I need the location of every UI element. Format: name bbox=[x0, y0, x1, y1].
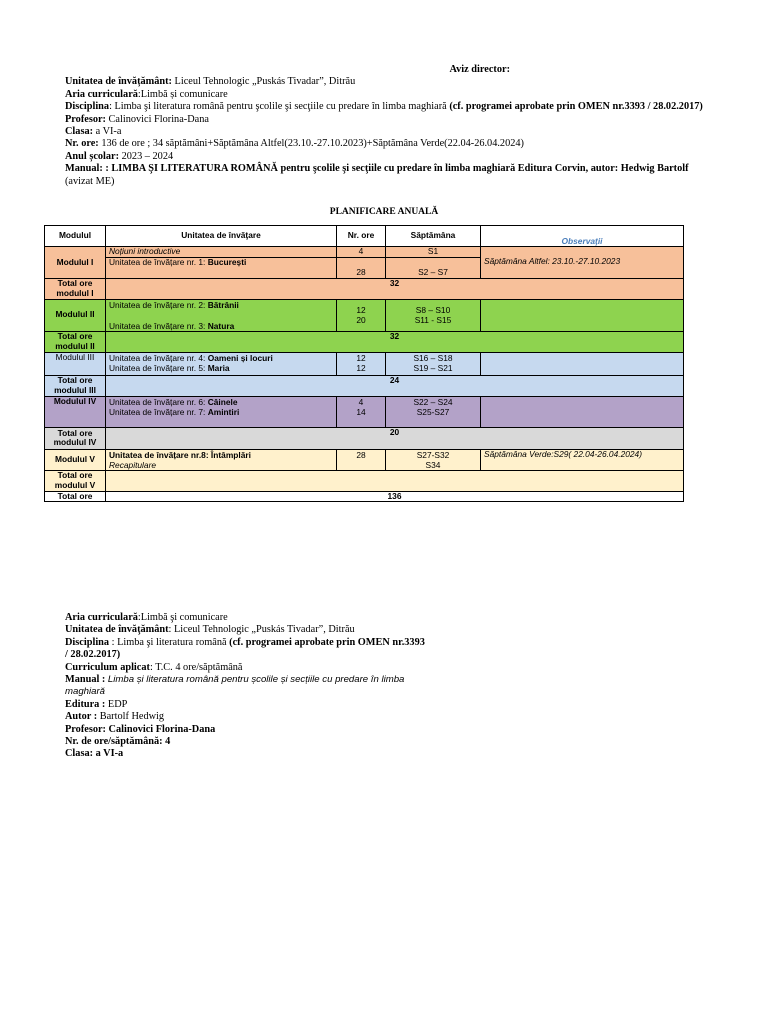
curriculum-line: Curriculum aplicat: T.C. 4 ore/săptămână bbox=[65, 661, 243, 673]
module-total-label: Total ore modulul IV bbox=[45, 427, 106, 449]
grand-total-label: Total ore bbox=[45, 491, 106, 502]
module-total-value: 32 bbox=[106, 331, 684, 352]
table-row bbox=[45, 396, 684, 427]
col-header-saptamana: Săptămâna bbox=[386, 226, 481, 247]
col-header-modul: Modulul bbox=[45, 226, 106, 247]
table-row bbox=[45, 257, 684, 278]
col-header-unitate: Unitatea de învăţare bbox=[106, 226, 337, 247]
weeks-cell: S16 – S18 S19 – S21 bbox=[386, 352, 481, 375]
obs-cell bbox=[481, 396, 684, 427]
unitate-line: Unitatea de învăţământ: Liceul Tehnologic „Puskás Tivadar”, Ditrău bbox=[65, 624, 355, 636]
module-total-label: Total ore modulul I bbox=[45, 278, 106, 299]
weeks-cell: S2 – S7 bbox=[386, 257, 481, 278]
hours-cell: 12 20 bbox=[337, 299, 386, 331]
hours-cell: 28 bbox=[337, 449, 386, 470]
aria-line: Aria curriculară:Limbă și comunicare bbox=[65, 88, 228, 100]
unitate-line: Unitatea de învățământ: Liceul Tehnologic „Puskás Tivadar”, Ditrău bbox=[65, 76, 356, 88]
obs-cell bbox=[481, 299, 684, 331]
module-total-label: Total ore modulul V bbox=[45, 470, 106, 491]
disciplina-line: Disciplina: Limba şi literatura română pentru şcolile şi secţiile cu predare în limba maghiară (cf. programei aprobate prin OMEN nr.3393 / 28.02.2017) bbox=[65, 101, 703, 113]
weeks-cell: S1 bbox=[386, 247, 481, 258]
module-total-label: Total ore modulul III bbox=[45, 375, 106, 396]
obs-cell: Săptămâna Altfel: 23.10.-27.10.2023 bbox=[481, 257, 684, 278]
weeks-cell: S27-S32 S34 bbox=[386, 449, 481, 470]
module-name: Modulul II bbox=[45, 299, 106, 331]
hours-cell: 28 bbox=[337, 257, 386, 278]
disciplina-line: Disciplina : Limba şi literatura română (cf. programei aprobate prin OMEN nr.3393 / 28.02.2017) bbox=[65, 636, 425, 661]
grand-total-value: 136 bbox=[106, 491, 684, 502]
table-row bbox=[45, 491, 684, 502]
module-name: Modulul V bbox=[45, 449, 106, 470]
table-row bbox=[45, 352, 684, 375]
col-header-ore: Nr. ore bbox=[337, 226, 386, 247]
module-total-value bbox=[106, 470, 684, 491]
table-row bbox=[45, 449, 684, 470]
unit-cell: Noțiuni introductive bbox=[106, 247, 337, 258]
module-total-value: 24 bbox=[106, 375, 684, 396]
hours-cell: 4 14 bbox=[337, 396, 386, 427]
module-total-label: Total ore modulul II bbox=[45, 331, 106, 352]
table-header-row bbox=[45, 226, 684, 247]
table-row bbox=[45, 470, 684, 491]
unit-cell: Unitatea de învățare nr. 6: Câinele Unitatea de învățare nr. 7: Amintiri bbox=[106, 396, 337, 427]
hours-cell: 12 12 bbox=[337, 352, 386, 375]
nr-ore-line: Nr. ore: 136 de ore ; 34 săptămâni+Săptămâna Altfel(23.10.-27.10.2023)+Săptămâna Verde(22.04-26.04.2024) bbox=[65, 138, 524, 150]
unit-cell: Unitatea de învățare nr.8: Întâmplări Recapitulare bbox=[106, 449, 337, 470]
planning-title: PLANIFICARE ANUALĂ bbox=[329, 207, 439, 217]
hours-cell: 4 bbox=[337, 247, 386, 258]
nr-ore-line: Nr. de ore/săptămână: 4 bbox=[65, 736, 171, 748]
planning-table bbox=[44, 225, 684, 502]
anul-scolar-line: Anul școlar: 2023 – 2024 bbox=[65, 150, 174, 162]
details-section bbox=[65, 612, 425, 761]
module-name: Modulul I bbox=[45, 247, 106, 279]
manual-line: Manual: : LIMBA ŞI LITERATURA ROMÂNĂ pentru şcolile şi secţiile cu predare în limba maghiară Editura Corvin, autor: Hedwig Bartolf (avizat ME) bbox=[65, 163, 689, 187]
profesor-line: Profesor: Calinovici Florina-Dana bbox=[65, 723, 216, 735]
module-name: Modulul IV bbox=[45, 396, 106, 427]
autor-line: Autor : Bartolf Hedwig bbox=[65, 711, 165, 723]
module-total-value: 32 bbox=[106, 278, 684, 299]
table-row bbox=[45, 375, 684, 396]
editura-line: Editura : EDP bbox=[65, 698, 128, 710]
obs-cell bbox=[481, 352, 684, 375]
manual-line: Manual : Limba și literatura română pentru școlile și secțiile cu predare în limba maghiară bbox=[65, 674, 405, 698]
unit-cell: Unitatea de învățare nr. 4: Oameni și locuri Unitatea de învățare nr. 5: Maria bbox=[106, 352, 337, 375]
col-header-observatii: Observaţii bbox=[481, 226, 684, 247]
table-row bbox=[45, 278, 684, 299]
table-row bbox=[45, 299, 684, 331]
aviz-director: Aviz director: bbox=[449, 64, 510, 75]
module-name: Modulul III bbox=[45, 352, 106, 375]
obs-cell: Săptămâna Verde:S29( 22.04-26.04.2024) bbox=[481, 449, 684, 470]
document-header bbox=[65, 64, 705, 188]
clasa-line: Clasa: a VI-a bbox=[65, 748, 124, 760]
table-row bbox=[45, 331, 684, 352]
weeks-cell: S22 – S24 S25-S27 bbox=[386, 396, 481, 427]
unit-cell: Unitatea de învățare nr. 2: Bătrânii Unitatea de învățare nr. 3: Natura bbox=[106, 299, 337, 331]
profesor-line: Profesor: Calinovici Florina-Dana bbox=[65, 113, 209, 125]
aria-line: Aria curriculară:Limbă şi comunicare bbox=[65, 612, 228, 623]
unit-cell: Unitatea de învățare nr. 1: București bbox=[106, 257, 337, 278]
table-row bbox=[45, 427, 684, 449]
module-total-value: 20 bbox=[106, 427, 684, 449]
clasa-line: Clasa: a VI-a bbox=[65, 126, 122, 138]
weeks-cell: S8 – S10 S11 - S15 bbox=[386, 299, 481, 331]
